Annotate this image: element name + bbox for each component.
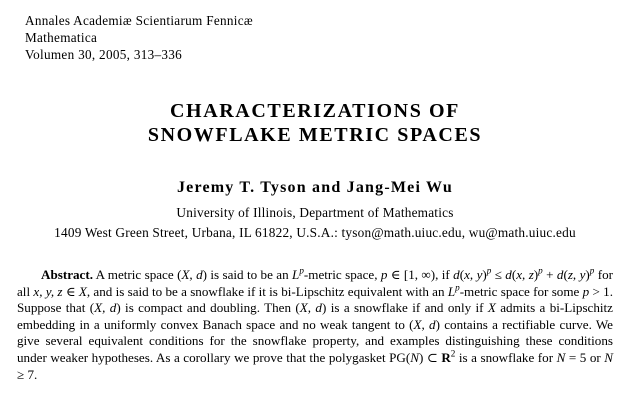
abstract: [17, 267, 613, 383]
text-segment: X, d: [299, 300, 322, 316]
journal-series: Mathematica: [25, 30, 98, 46]
text-segment: d: [556, 267, 564, 282]
text-segment: for all: [17, 267, 614, 299]
paper-title: [0, 100, 630, 147]
text-segment: admits a bi-Lipschitz embedding in a uniformly convex Banach space and no weak tangent to (: [17, 300, 613, 332]
text-segment: N: [556, 349, 566, 365]
text-segment: ): [585, 267, 590, 282]
text-segment: > 1. Suppose that (: [17, 283, 613, 316]
text-segment: p: [589, 265, 595, 276]
text-segment: (: [511, 267, 517, 282]
text-segment: +: [542, 267, 557, 282]
text-segment: Abstract.: [41, 267, 93, 282]
text-segment: d: [453, 267, 460, 282]
text-segment: ≤: [491, 267, 506, 282]
text-segment: L: [447, 283, 456, 299]
journal-header: [25, 12, 253, 64]
text-segment: X: [78, 283, 87, 299]
text-segment: ∈: [62, 283, 79, 299]
text-segment: N: [604, 349, 613, 365]
text-segment: N: [410, 349, 419, 365]
text-segment: ): [533, 267, 539, 282]
text-segment: L: [292, 267, 300, 282]
text-segment: x, y, z: [33, 283, 63, 299]
text-segment: d: [505, 267, 512, 282]
text-segment: X, d: [94, 300, 117, 316]
text-segment: R: [441, 349, 451, 365]
text-segment: ): [482, 267, 487, 282]
text-segment: ) contains a rectifiable curve. We give several equivalent conditions for the snowflake property, and examples distinguishing these conditions under weaker hypotheses. As a corollary we prove that the polygasket PG(: [17, 316, 613, 365]
text-segment: , and is said to be a snowflake if it is bi-Lipschitz equivalent with an: [86, 283, 448, 299]
text-segment: ≥ 7.: [17, 366, 38, 382]
journal-name: Annales Academiæ Scientiarum Fennicæ: [25, 13, 253, 28]
paper-title-line-2: SNOWFLAKE METRIC SPACES: [147, 123, 483, 146]
paper-title-line-1: CHARACTERIZATIONS OF: [170, 100, 460, 122]
text-segment: p: [299, 265, 304, 276]
text-segment: X: [487, 300, 496, 316]
text-segment: x, z: [516, 267, 534, 282]
text-segment: -metric space for some: [459, 283, 583, 299]
text-segment: z, y: [567, 267, 586, 282]
text-segment: p: [582, 283, 590, 299]
affiliation-address-emails: 1409 West Green Street, Urbana, IL 61822, U.S.A.: tyson@math.uiuc.edu, wu@math.uiuc.edu: [54, 225, 576, 240]
text-segment: 2: [450, 348, 456, 359]
text-segment: p: [486, 265, 492, 276]
text-segment: p: [455, 282, 460, 293]
affiliation-department: University of Illinois, Department of Mathematics: [176, 205, 454, 220]
text-segment: -metric space,: [303, 267, 381, 282]
text-segment: is a snowflake for: [455, 349, 557, 365]
text-segment: X, d: [181, 267, 203, 282]
journal-volume-pages: Volumen 30, 2005, 313–336: [25, 47, 183, 63]
text-segment: (: [459, 267, 465, 282]
text-segment: p: [538, 265, 543, 276]
text-segment: (: [563, 267, 568, 282]
text-segment: ) is said to be an: [202, 267, 293, 282]
text-segment: ∈ [1, ∞), if: [387, 267, 454, 282]
text-segment: ) ⊂: [418, 349, 442, 365]
text-segment: ) is a snowflake if and only if: [321, 300, 488, 316]
text-segment: X, d: [413, 316, 436, 332]
text-segment: = 5 or: [565, 349, 605, 365]
authors: Jeremy T. Tyson and Jang-Mei Wu: [176, 179, 454, 196]
text-segment: x, y: [464, 267, 483, 282]
text-segment: A metric space (: [93, 267, 182, 282]
text-segment: p: [380, 267, 388, 282]
text-segment: ) is compact and doubling. Then (: [116, 300, 300, 316]
